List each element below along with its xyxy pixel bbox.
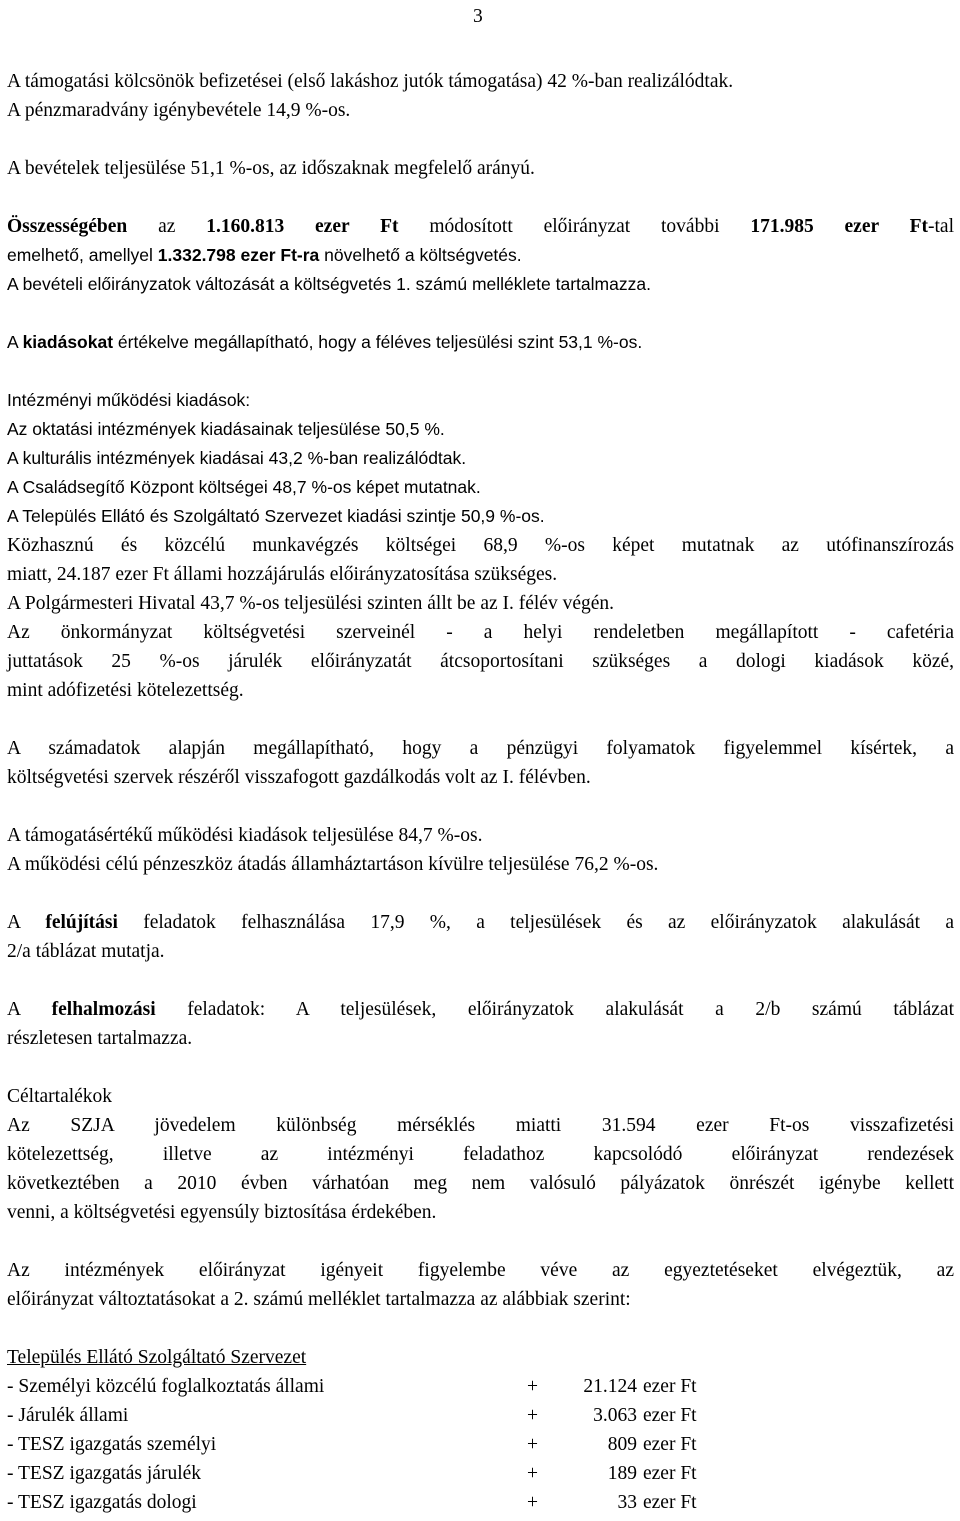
item-amount: 809 bbox=[607, 1434, 637, 1455]
page-number: 3 bbox=[473, 6, 483, 27]
text-line: A működési célú pénzeszköz átadás államháztartáson kívülre teljesülése 76,2 %-os. bbox=[7, 854, 659, 875]
renovation-line: A felújítási feladatok felhasználása 17,9 %, a teljesülések és az előirányzatok alakulását a bbox=[7, 912, 954, 933]
item-unit: ezer Ft bbox=[643, 1463, 697, 1484]
text-line: kötelezettség, illetve az intézményi feladathoz kapcsolódó előirányzat rendezések bbox=[7, 1144, 954, 1165]
text-line: A Családsegítő Központ költségei 48,7 %-os képet mutatnak. bbox=[7, 477, 481, 497]
text-line: Az intézmények előirányzat igényeit figyelembe véve az egyeztetéseket elvégeztük, az bbox=[7, 1260, 954, 1281]
expenditure-line: A kiadásokat értékelve megállapítható, hogy a féléves teljesülési szint 53,1 %-os. bbox=[7, 332, 643, 352]
item-label: - TESZ igazgatás járulék bbox=[7, 1463, 202, 1484]
text-line: A bevételi előirányzatok változását a költségvetés 1. számú melléklete tartalmazza. bbox=[7, 274, 651, 294]
text-line: A pénzmaradvány igénybevétele 14,9 %-os. bbox=[7, 100, 351, 121]
section-heading: Település Ellátó Szolgáltató Szervezet bbox=[7, 1347, 307, 1368]
item-label: - Személyi közcélú foglalkoztatás állami bbox=[7, 1376, 325, 1397]
text-line: előirányzat változtatásokat a 2. számú melléklet tartalmazza az alábbiak szerint: bbox=[7, 1289, 631, 1310]
text-line: miatt, 24.187 ezer Ft állami hozzájárulás előirányzatosítása szükséges. bbox=[7, 564, 558, 585]
bold-text: 1.160.813 ezer Ft bbox=[206, 216, 399, 237]
section-heading: Intézményi működési kiadások: bbox=[7, 390, 251, 410]
text-line: A számadatok alapján megállapítható, hogy a pénzügyi folyamatok figyelemmel kísértek, a bbox=[7, 738, 954, 759]
text-line: venni, a költségvetési egyensúly biztosítása érdekében. bbox=[7, 1202, 437, 1223]
list-item bbox=[7, 1372, 954, 1401]
item-sign: + bbox=[527, 1492, 538, 1513]
list-item bbox=[7, 1459, 954, 1488]
item-unit: ezer Ft bbox=[643, 1376, 697, 1397]
text-line: Az önkormányzat költségvetési szerveinél - a helyi rendeletben megállapított - cafetéria bbox=[7, 622, 954, 643]
bold-text: Összességében bbox=[7, 216, 128, 237]
item-sign: + bbox=[527, 1463, 538, 1484]
item-unit: ezer Ft bbox=[643, 1405, 697, 1426]
list-item bbox=[7, 1488, 954, 1517]
item-unit: ezer Ft bbox=[643, 1492, 697, 1513]
item-label: - Járulék állami bbox=[7, 1405, 129, 1426]
text-line: Közhasznú és közcélú munkavégzés költségei 68,9 %-os képet mutatnak az utófinanszírozás bbox=[7, 535, 954, 556]
text-line: mint adófizetési kötelezettség. bbox=[7, 680, 244, 701]
text-line: következtében a 2010 évben várhatóan meg nem valósuló pályázatok önrészét igénybe kellett bbox=[7, 1173, 954, 1194]
item-sign: + bbox=[527, 1376, 538, 1397]
bold-text: kiadásokat bbox=[22, 332, 114, 352]
text-line: A bevételek teljesülése 51,1 %-os, az időszaknak megfelelő arányú. bbox=[7, 158, 535, 179]
text-line: A Polgármesteri Hivatal 43,7 %-os teljesülési szinten állt be az I. félév végén. bbox=[7, 593, 615, 614]
item-amount: 189 bbox=[607, 1463, 637, 1484]
text-line: A támogatási kölcsönök befizetései (első lakáshoz jutók támogatása) 42 %-ban realizálódtak. bbox=[7, 71, 734, 92]
document-body bbox=[7, 67, 954, 1517]
item-amount: 33 bbox=[617, 1492, 637, 1513]
text-line: juttatások 25 %-os járulék előirányzatát átcsoportosítani szükséges a dologi kiadások közé, bbox=[7, 651, 954, 672]
section-heading: Céltartalékok bbox=[7, 1086, 113, 1107]
item-amount: 3.063 bbox=[593, 1405, 637, 1426]
item-sign: + bbox=[527, 1405, 538, 1426]
text-line: A támogatásértékű működési kiadások teljesülése 84,7 %-os. bbox=[7, 825, 483, 846]
text-line: A Település Ellátó és Szolgáltató Szervezet kiadási szintje 50,9 %-os. bbox=[7, 506, 545, 526]
bold-text: 1.332.798 ezer Ft-ra bbox=[157, 245, 320, 265]
item-amount: 21.124 bbox=[583, 1376, 637, 1397]
item-label: - TESZ igazgatás személyi bbox=[7, 1434, 217, 1455]
summary-line-2: emelhető, amellyel 1.332.798 ezer Ft-ra növelhető a költségvetés. bbox=[7, 245, 522, 265]
text-line: költségvetési szervek részéről visszafogott gazdálkodás volt az I. félévben. bbox=[7, 767, 591, 788]
text-line: részletesen tartalmazza. bbox=[7, 1028, 193, 1049]
list-item bbox=[7, 1401, 954, 1430]
text-line: Az oktatási intézmények kiadásainak teljesülése 50,5 %. bbox=[7, 419, 445, 439]
bold-text: 171.985 ezer Ft bbox=[750, 216, 929, 237]
text-line: Az SZJA jövedelem különbség mérséklés miatti 31.594 ezer Ft-os visszafizetési bbox=[7, 1115, 954, 1136]
list-item bbox=[7, 1430, 954, 1459]
item-label: - TESZ igazgatás dologi bbox=[7, 1492, 197, 1513]
text-line: 2/a táblázat mutatja. bbox=[7, 941, 165, 962]
item-sign: + bbox=[527, 1434, 538, 1455]
summary-line-1: Összességében az 1.160.813 ezer Ft módosított előirányzat további 171.985 ezer Ft-tal bbox=[7, 216, 954, 237]
item-unit: ezer Ft bbox=[643, 1434, 697, 1455]
bold-text: felújítási bbox=[45, 912, 118, 933]
accumulation-line: A felhalmozási feladatok: A teljesülések, előirányzatok alakulását a 2/b számú táblázat bbox=[7, 999, 954, 1020]
bold-text: felhalmozási bbox=[51, 999, 156, 1020]
text-line: A kulturális intézmények kiadásai 43,2 %-ban realizálódtak. bbox=[7, 448, 467, 468]
